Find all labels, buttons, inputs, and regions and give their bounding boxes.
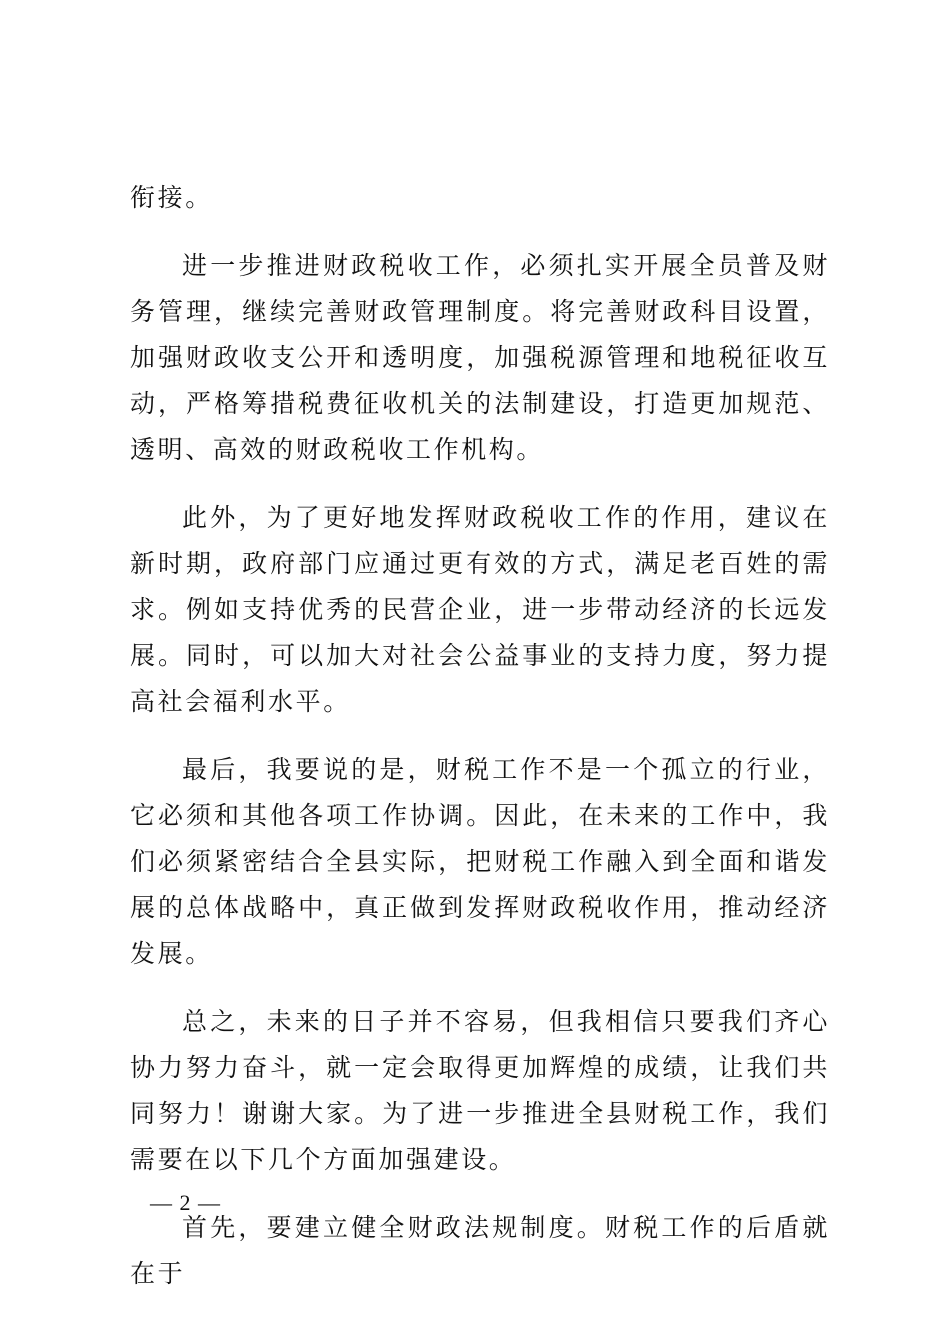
paragraph-public-needs: 此外，为了更好地发挥财政税收工作的作用，建议在新时期，政府部门应通过更有效的方式，满足老百姓的需求。例如支持优秀的民营企业，进一步带动经济的长远发展。同时，可以加大对社会公益事业的支持力度，努力提高社会福利水平。	[130, 503, 830, 716]
document-body	[130, 175, 830, 1319]
paragraph-fiscal-management: 进一步推进财政税收工作，必须扎实开展全员普及财务管理，继续完善财政管理制度。将完善财政科目设置，加强财政收支公开和透明度，加强税源管理和地税征收互动，严格筹措税费征收机关的法制建设，打造更加规范、透明、高效的财政税收工作机构。	[130, 251, 830, 464]
paragraph-first-point: 首先，要建立健全财政法规制度。财税工作的后盾就在于	[130, 1213, 830, 1288]
paragraph-coordination: 最后，我要说的是，财税工作不是一个孤立的行业，它必须和其他各项工作协调。因此，在未来的工作中，我们必须紧密结合全县实际，把财税工作融入到全面和谐发展的总体战略中，真正做到发挥财政税收作用，推动经济发展。	[130, 755, 830, 968]
paragraph-continuation: 衔接。	[130, 183, 213, 212]
paragraph-conclusion: 总之，未来的日子并不容易，但我相信只要我们齐心协力努力奋斗，就一定会取得更加辉煌的成绩，让我们共同努力！谢谢大家。为了进一步推进全县财税工作，我们需要在以下几个方面加强建设。	[130, 1007, 830, 1174]
page-number: — 2 —	[150, 1190, 221, 1215]
